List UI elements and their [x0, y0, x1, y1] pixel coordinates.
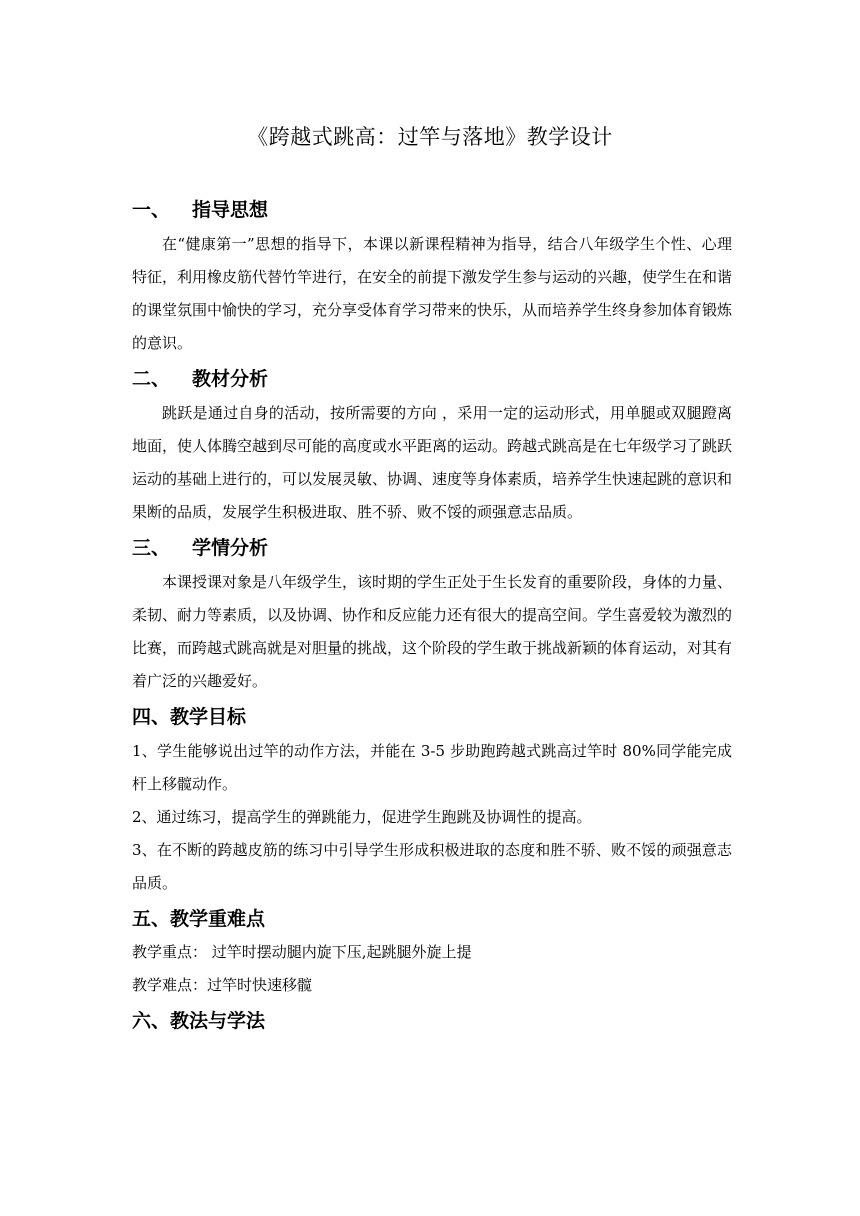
list-item: 2、通过练习，提高学生的弹跳能力，促进学生跑跳及协调性的提高。	[132, 808, 592, 826]
document-body	[132, 193, 732, 1038]
document-title: 《跨越式跳高：过竿与落地》教学设计	[247, 125, 613, 149]
section-heading-guiding-ideology	[132, 193, 732, 227]
list-item: 1、学生能够说出过竿的动作方法，并能在 3-5 步助跑跨越式跳高过竿时 80%同学能完成杆上移髋动作。	[132, 742, 732, 793]
section-title: 学情分析	[192, 537, 269, 559]
section-title: 指导思想	[192, 199, 269, 221]
list-item: 教学重点： 过竿时摆动腿内旋下压,起跳腿外旋上提	[132, 943, 472, 961]
list-item: 3、在不断的跨越皮筋的练习中引导学生形成积极进取的态度和胜不骄、败不馁的顽强意志品质。	[132, 841, 732, 892]
section-paragraph: 在“健康第一”思想的指导下，本课以新课程精神为指导，结合八年级学生个性、心理特征，利用橡皮筋代替竹竿进行，在安全的前提下激发学生参与运动的兴趣，使学生在和谐的课堂氛围中愉快的学习，充分享受体育学习带来的快乐，从而培养学生终身参加体育锻炼的意识。	[132, 235, 733, 352]
section-number: 三、	[132, 537, 171, 559]
section-title: 教材分析	[192, 368, 269, 390]
section-heading-teaching-objectives: 四、教学目标	[132, 706, 247, 728]
list-item: 教学难点：过竿时快速移髋	[132, 976, 313, 994]
section-heading-material-analysis	[132, 362, 732, 396]
section-paragraph: 本课授课对象是八年级学生，该时期的学生正处于生长发育的重要阶段，身体的力量、柔韧、耐力等素质，以及协调、协作和反应能力还有很大的提高空间。学生喜爱较为激烈的比赛，而跨越式跳高就是对胆量的挑战，这个阶段的学生敢于挑战新颖的体育运动，对其有着广泛的兴趣爱好。	[132, 573, 733, 690]
section-heading-teaching-methods: 六、教法与学法	[132, 1010, 266, 1032]
section-number: 二、	[132, 368, 171, 390]
section-paragraph: 跳跃是通过自身的活动，按所需要的方向 ，采用一定的运动形式，用单腿或双腿蹬离地面，使人体腾空越到尽可能的高度或水平距离的运动。跨越式跳高是在七年级学习了跳跃运动的基础上进行的，可以发展灵敏、协调、速度等身体素质，培养学生快速起跳的意识和果断的品质，发展学生积极进取、胜不骄、败不馁的顽强意志品质。	[132, 404, 733, 521]
section-heading-key-difficult-points: 五、教学重难点	[132, 908, 266, 930]
section-number: 一、	[132, 199, 171, 221]
section-heading-student-analysis	[132, 531, 732, 565]
